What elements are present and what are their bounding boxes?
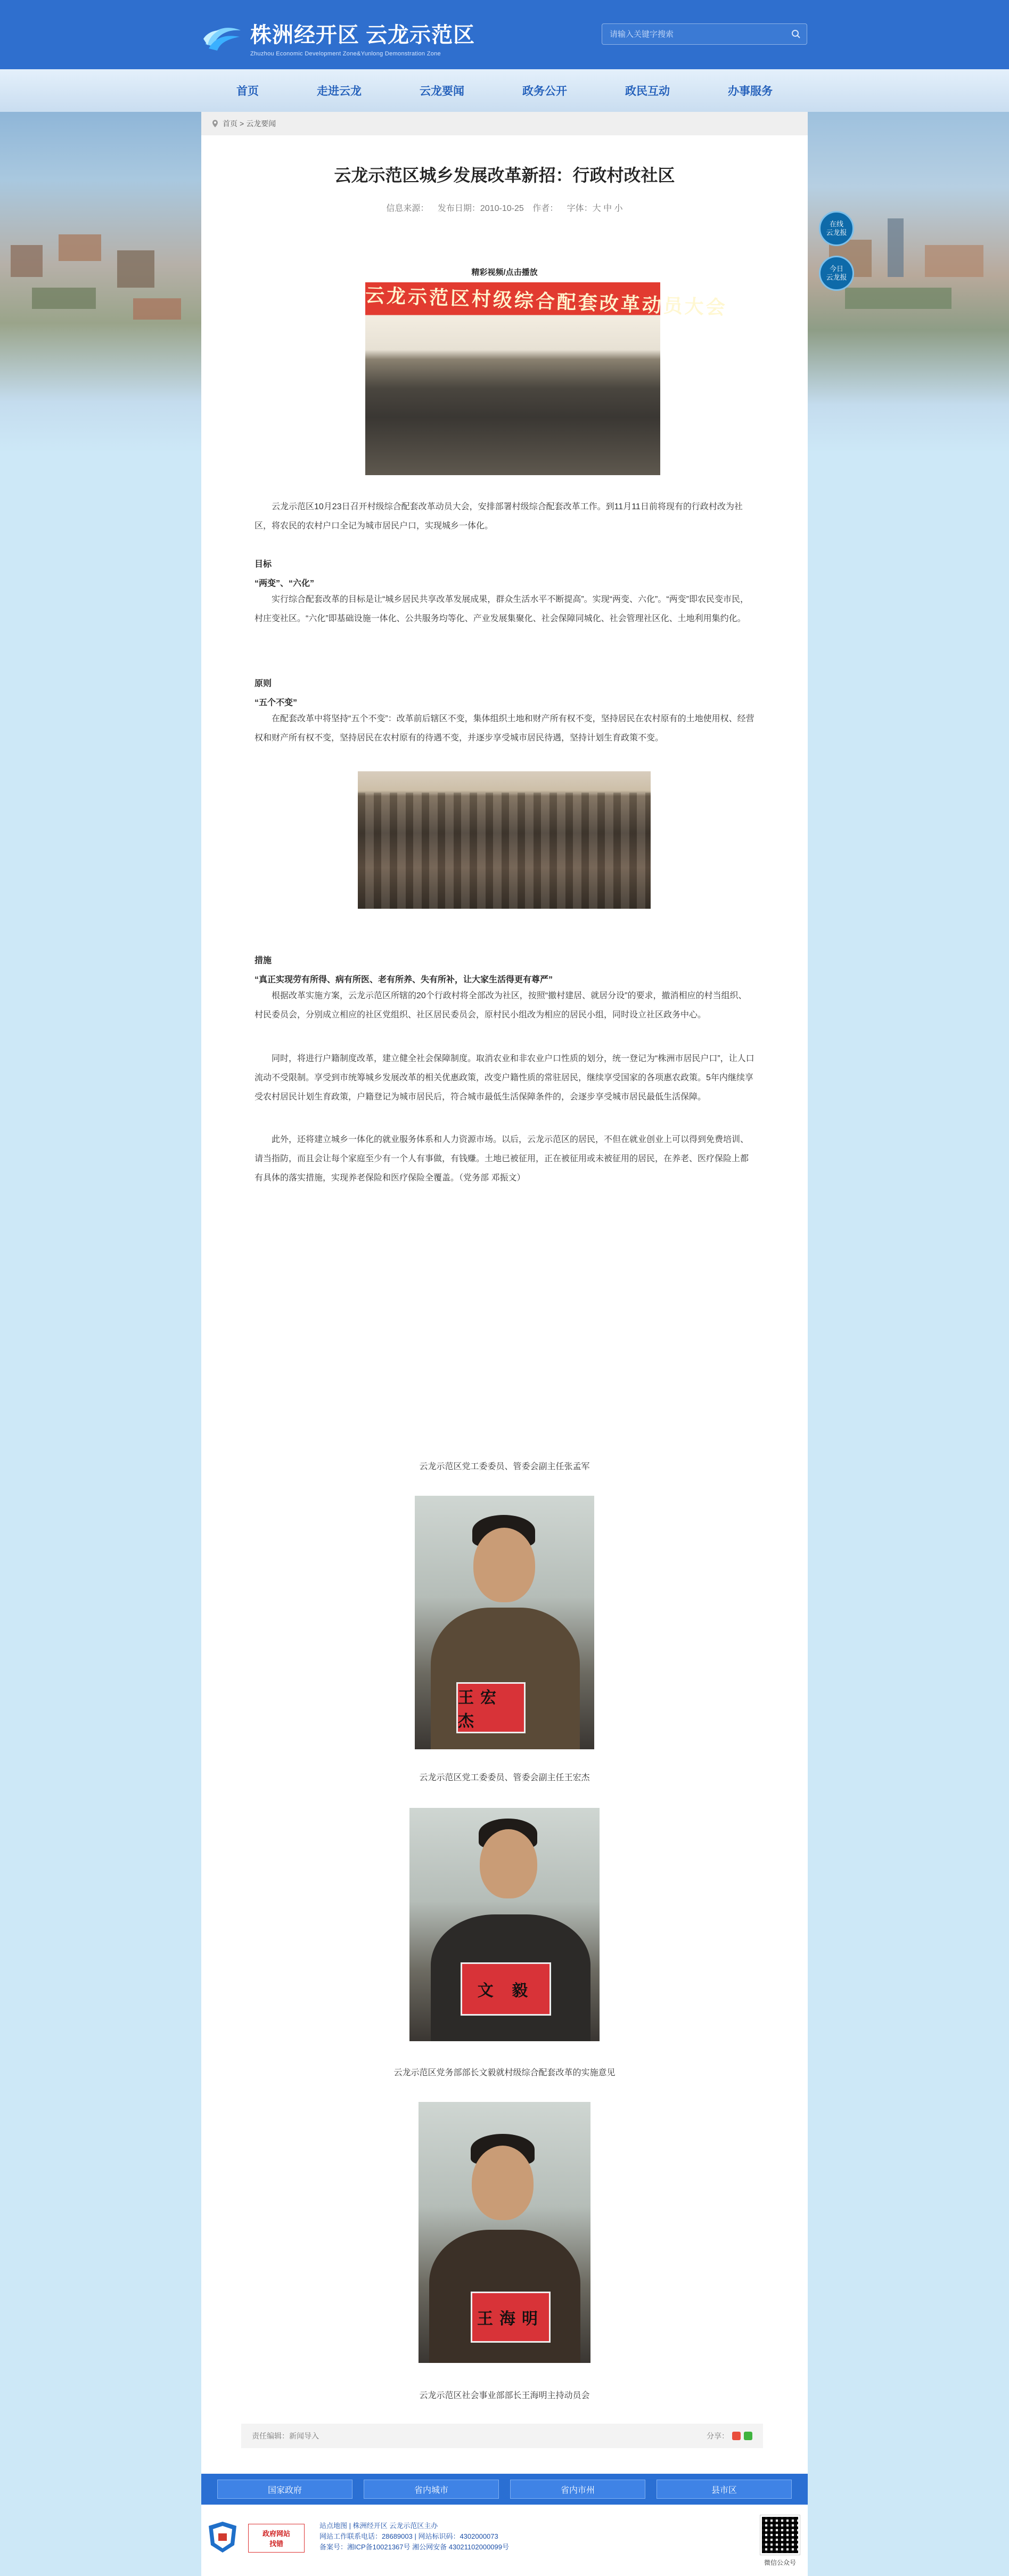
weibo-share-icon[interactable] — [732, 2432, 741, 2440]
goal-paragraph: 实行综合配套改革的目标是让“城乡居民共享改革发展成果，群众生活水平不断提高”。实现“两变、六化”。“两变”即农民变市民，村庄变社区。“六化”即基础设施一体化、公共服务均等化、产业发展集聚化、社会保障同城化、社会管理社区化、土地利用集约化。 — [255, 595, 749, 623]
site-subtitle: Zhuzhou Economic Development Zone&Yunlong Demonstration Zone — [250, 51, 441, 57]
site-title: 株洲经开区 云龙示范区 — [250, 23, 475, 47]
select-province-cities[interactable]: 省内城市 — [364, 2480, 499, 2499]
footer-text — [319, 2521, 509, 2553]
select-province-prefectures[interactable]: 省内市州 — [510, 2480, 645, 2499]
portrait-photo-1[interactable] — [415, 1496, 594, 1749]
search-box — [602, 23, 807, 45]
article-meta — [201, 201, 808, 214]
breadcrumb-current[interactable]: 云龙要闻 — [246, 119, 276, 128]
goal-heading: 目标 — [255, 560, 272, 569]
footer-line-3[interactable]: 备案号：湘ICP备10021367号 湘公网安备 43021102000099号 — [319, 2543, 509, 2551]
search-input[interactable] — [602, 24, 785, 44]
photo-caption-1: 云龙示范区党工委委员、管委会副主任张孟军 — [419, 1462, 590, 1471]
main-nav — [201, 69, 808, 112]
nav-item-home[interactable]: 首页 — [236, 85, 259, 97]
editor-label: 责任编辑：新闻导入 — [252, 2432, 319, 2440]
site-header — [0, 0, 1009, 69]
nav-item-gov-affairs[interactable]: 政务公开 — [522, 85, 567, 97]
select-counties[interactable]: 县市区 — [657, 2480, 792, 2499]
wechat-share-icon[interactable] — [744, 2432, 752, 2440]
measure-heading: 措施 — [255, 956, 272, 965]
float-badge-today-paper[interactable]: 今日 云龙报 — [819, 256, 854, 291]
portrait-photo-2[interactable] — [409, 1808, 600, 2041]
footer-line-1[interactable]: 站点地图 | 株洲经开区 云龙示范区主办 — [319, 2522, 438, 2530]
background-cityscape-left — [0, 112, 201, 453]
share-label: 分享： — [707, 2432, 729, 2440]
site-logo[interactable] — [201, 18, 475, 57]
breadcrumb-separator: > — [240, 119, 244, 128]
nameplate-3: 王海明 — [471, 2292, 551, 2343]
logo-emblem-icon — [201, 23, 244, 53]
location-pin-icon — [212, 120, 218, 127]
breadcrumb-home-link[interactable]: 首页 — [223, 119, 237, 128]
footer-line-2: 网站工作联系电话：28689003 | 网站标识码：4302000073 — [319, 2532, 498, 2540]
font-size-control[interactable]: 字体：大 中 小 — [567, 204, 623, 213]
error-report-badge[interactable]: 政府网站 找错 — [248, 2524, 305, 2553]
nav-item-about[interactable]: 走进云龙 — [317, 85, 362, 97]
share-box — [707, 2431, 752, 2441]
breadcrumb — [201, 112, 808, 135]
meeting-hall-photo[interactable] — [365, 282, 728, 475]
portrait-photo-3[interactable] — [419, 2102, 590, 2363]
video-play-label[interactable]: 精彩视频/点击播放 — [471, 268, 538, 277]
meta-author: 作者： — [532, 204, 559, 213]
party-gov-emblem-icon[interactable] — [207, 2521, 239, 2554]
principle-heading: 原则 — [255, 679, 272, 688]
goal-subheading: “两变”、“六化” — [255, 579, 315, 588]
article-panel — [201, 112, 808, 2474]
principle-paragraph: 在配套改革中将坚持“五个不变”：改革前后辖区不变，集体组织土地和财产所有权不变，坚持居民在农村原有的土地使用权、经营权和财产所有权不变，坚持居民在农村原有的待遇不变，并逐步享受城市居民待遇，坚持计划生育政策不变。 — [255, 714, 754, 743]
footer-links-bar — [201, 2474, 808, 2505]
search-icon — [791, 29, 801, 39]
select-national-gov[interactable]: 国家政府 — [217, 2480, 352, 2499]
footer-info — [201, 2505, 808, 2576]
nameplate-1: 王宏杰 — [456, 1682, 526, 1733]
measure-paragraph-1: 根据改革实施方案，云龙示范区所辖的20个行政村将全部改为社区，按照“撤村建居、就居分设”的要求，撤消相应的村当组织、村民委员会，分别成立相应的社区党组织、社区居民委员会，原村民小组改为相应的居民小组，同时设立社区政务中心。 — [255, 991, 747, 1020]
nav-item-services[interactable]: 办事服务 — [728, 85, 773, 97]
nav-item-news[interactable]: 云龙要闻 — [420, 85, 464, 97]
wechat-qr-code — [760, 2515, 800, 2555]
hall-banner-text: 云龙示范区村级综合配套改革动员大会 — [365, 284, 728, 319]
nav-item-interaction[interactable]: 政民互动 — [625, 85, 670, 97]
search-button[interactable] — [785, 24, 807, 44]
nameplate-2: 文 毅 — [461, 1962, 551, 2016]
measure-paragraph-3: 此外，还将建立城乡一体化的就业服务体系和人力资源市场。以后，云龙示范区的居民，不但在就业创业上可以得到免费培训、请当指防，而且会让每个家庭至少有一个人有事做，有钱赚。土地已被征用，正在被征用或未被征用的居民，在养老、医疗保险上都有具体的落实措施，实现养老保险和医疗保险全覆盖。（党务部 邓振文） — [255, 1135, 749, 1183]
photo-caption-2: 云龙示范区党工委委员、管委会副主任王宏杰 — [419, 1773, 590, 1782]
meeting-audience-photo[interactable] — [358, 771, 651, 909]
principle-subheading: “五个不变” — [255, 698, 298, 707]
float-badge-online-paper[interactable]: 在线 云龙报 — [819, 211, 854, 246]
photo-caption-3: 云龙示范区党务部部长文毅就村级综合配套改革的实施意见 — [393, 2068, 616, 2077]
article-footer-bar — [241, 2424, 763, 2448]
article-title: 云龙示范区城乡发展改革新招：行政村改社区 — [334, 166, 675, 185]
intro-paragraph: 云龙示范区10月23日召开村级综合配套改革动员大会，安排部署村级综合配套改革工作。到11月11日前将现有的行政村改为社区，将农民的农村户口全记为城市居民户口，实现城乡一体化。 — [255, 502, 743, 531]
measure-subheading: “真正实现劳有所得、病有所医、老有所养、失有所补，让大家生活得更有尊严” — [255, 975, 553, 984]
measure-paragraph-2: 同时，将进行户籍制度改革，建立健全社会保障制度。取消农业和非农业户口性质的划分，统一登记为“株洲市居民户口”，让人口流动不受限制。享受到市统筹城乡发展改革的相关优惠政策，改变户籍性质的常驻居民，继续享受国家的各项惠农政策。5年内继续享受农村居民计划生育政策，户籍登记为城市居民后，符合城市最低生活保障条件的，会逐步享受城市居民最低生活保障。 — [255, 1054, 754, 1102]
photo-caption-4: 云龙示范区社会事业部部长王海明主持动员会 — [419, 2391, 590, 2400]
qr-label: 微信公众号 — [764, 2559, 796, 2566]
meta-source: 信息来源： — [386, 204, 429, 213]
meta-date: 发布日期：2010-10-25 — [437, 204, 524, 213]
